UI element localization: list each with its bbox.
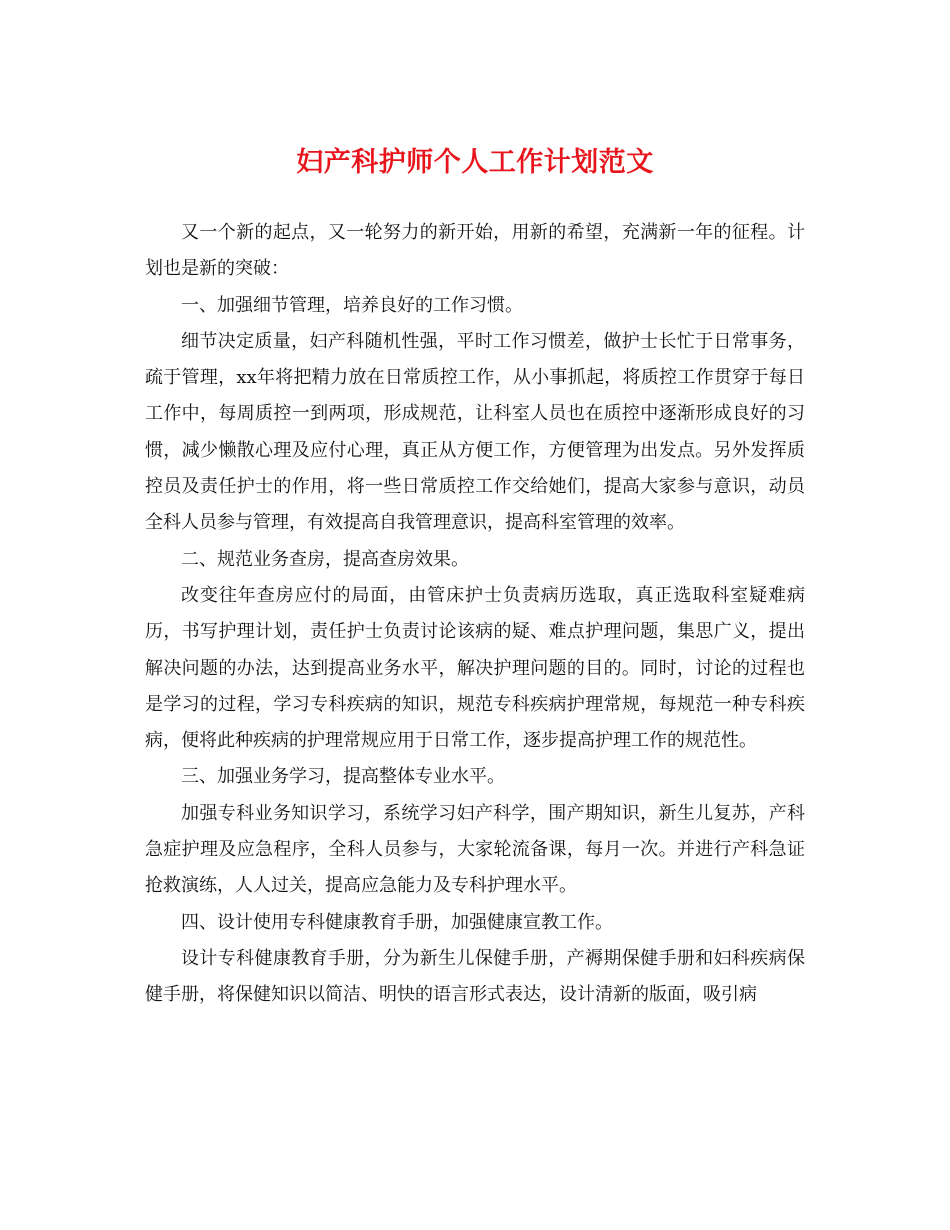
document-body bbox=[145, 215, 805, 1014]
document-title: 妇产科护师个人工作计划范文 bbox=[296, 147, 654, 178]
paragraph-section-2: 改变往年查房应付的局面，由管床护士负责病历选取，真正选取科室疑难病历，书写护理计划，责任护士负责讨论该病的疑、难点护理问题，集思广义，提出解决问题的办法，达到提高业务水平，解决护理问题的目的。同时，讨论的过程也是学习的过程，学习专科疾病的知识，规范专科疾病护理常规，每规范一种专科疾病，便将此种疾病的护理常规应用于日常工作，逐步提高护理工作的规范性。 bbox=[145, 584, 805, 752]
section-heading-4: 四、设计使用专科健康教育手册，加强健康宣教工作。 bbox=[181, 911, 613, 933]
paragraph-section-4: 设计专科健康教育手册，分为新生儿保健手册，产褥期保健手册和妇科疾病保健手册，将保健知识以简洁、明快的语言形式表达，设计清新的版面，吸引病 bbox=[145, 947, 805, 1006]
section-heading-2: 二、规范业务查房，提高查房效果。 bbox=[181, 548, 469, 570]
paragraph-section-1: 细节决定质量，妇产科随机性强，平时工作习惯差，做护士长忙于日常事务，疏于管理，xx年将把精力放在日常质控工作，从小事抓起，将质控工作贯穿于每日工作中，每周质控一到两项，形成规范，让科室人员也在质控中逐渐形成良好的习惯，减少懒散心理及应付心理，真正从方便工作，方便管理为出发点。另外发挥质控员及责任护士的作用，将一些日常质控工作交给她们，提高大家参与意识，动员全科人员参与管理，有效提高自我管理意识，提高科室管理的效率。 bbox=[145, 330, 805, 534]
section-heading-1: 一、加强细节管理，培养良好的工作习惯。 bbox=[181, 294, 523, 316]
section-heading-3: 三、加强业务学习，提高整体专业水平。 bbox=[181, 766, 505, 788]
paragraph-intro: 又一个新的起点，又一轮努力的新开始，用新的希望，充满新一年的征程。计划也是新的突破： bbox=[145, 222, 805, 280]
paragraph-section-3: 加强专科业务知识学习，系统学习妇产科学，围产期知识，新生儿复苏，产科急症护理及应急程序，全科人员参与，大家轮流备课，每月一次。并进行产科急证抢救演练，人人过关，提高应急能力及专科护理水平。 bbox=[145, 802, 805, 897]
